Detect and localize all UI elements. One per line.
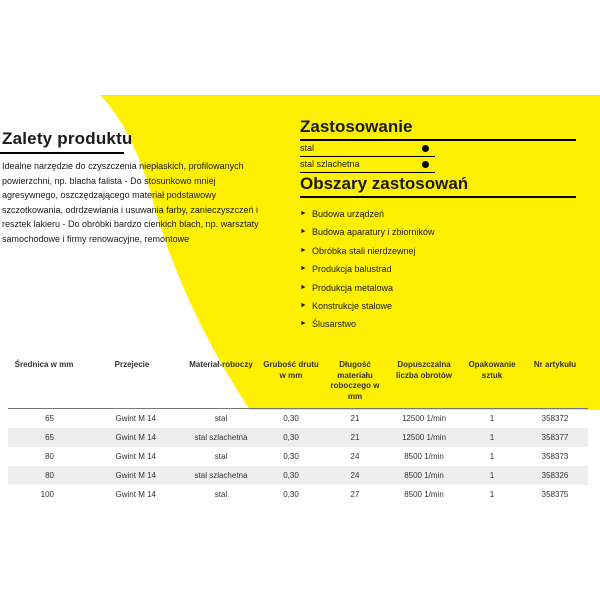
header-working-length: Długość materiału roboczego w mm [330, 360, 380, 401]
arrow-right-icon: ► [300, 302, 307, 310]
arrow-right-icon: ► [300, 265, 307, 273]
arrow-right-icon: ► [300, 320, 307, 328]
filled-dot-icon [422, 161, 429, 168]
usage-row [300, 141, 435, 156]
area-item: ► Produkcja balustrad [300, 260, 576, 278]
usage-title: Zastosowanie [300, 117, 413, 136]
header-max-rpm: Dopuszczalna liczba obrotów [396, 360, 452, 380]
right-column [300, 116, 576, 334]
area-item: ► Konstrukcje stalowe [300, 297, 576, 315]
header-wire-thickness: Grubość drutu w mm [263, 360, 319, 380]
title-underline [0, 152, 124, 154]
table-row: 80 Gwint M 14 stal 0,30 24 8500 1/min 1 358373 [45, 452, 569, 461]
areas-title-underline [300, 196, 576, 198]
usage-label: stal szlachetna [300, 159, 360, 169]
arrow-right-icon: ► [300, 283, 307, 291]
product-description: Idealne narzędzie do czyszczenia niepłaskich, profilowanych powierzchni, np. blacha falista - Do stosunkowo mniej agresywnego, oszczędzającego materiał podstawowy szczotkowania, odrdzewiania i usuwania farby, zanieczyszczeń i resztek lakieru - Do obróbki bardzo cienkich blach, np. warsztaty samochodowe i firmy renowacyjne, remontowe [2, 161, 259, 244]
table-row: 65 Gwint M 14 stal szlachetna 0,30 21 12500 1/min 1 358377 [8, 428, 588, 447]
application-areas-title: Obszary zastosowań [300, 174, 469, 193]
arrow-right-icon: ► [300, 246, 307, 254]
header-connection: Przejecie [114, 360, 150, 369]
product-advantages-title: Zalety produktu [2, 129, 133, 148]
arrow-right-icon: ► [300, 228, 307, 236]
usage-label: stal [300, 143, 315, 153]
filled-dot-icon [422, 145, 429, 152]
product-advantages-section [0, 128, 272, 247]
table-header-row [8, 358, 588, 409]
header-article-number: Nr artykułu [533, 360, 577, 369]
header-package: Opakowanie sztuk [468, 360, 516, 380]
arrow-right-icon: ► [300, 210, 307, 217]
table-row: 100 Gwint M 14 stal 0,30 27 8500 1/min 1 358375 [40, 490, 569, 499]
area-item: ► Produkcja metalowa [300, 279, 576, 297]
table-row: 80 Gwint M 14 stal szlachetna 0,30 24 8500 1/min 1 358326 [8, 466, 588, 485]
area-item: ► Budowa urządzeń [300, 205, 576, 223]
table-row: 65 Gwint M 14 stal 0,30 21 12500 1/min 1 358372 [45, 414, 569, 423]
application-areas-list [300, 205, 576, 334]
area-item: ► Ślusarstwo [300, 315, 576, 333]
area-item: ► Obróbka stali nierdzewnej [300, 242, 576, 260]
usage-row [300, 157, 435, 172]
header-material: Materiał-roboczy [189, 360, 253, 369]
header-diameter: Średnica w mm [14, 360, 74, 369]
product-spec-table [8, 358, 588, 504]
area-item: ► Budowa aparatury i zbiorników [300, 223, 576, 241]
